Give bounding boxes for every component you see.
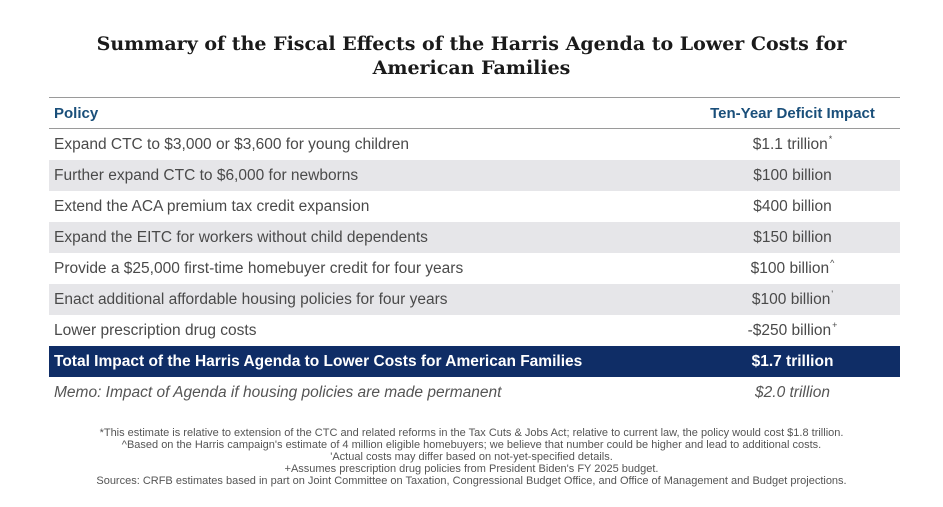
table-row — [49, 191, 900, 222]
sources-note: Sources: CRFB estimates based in part on Joint Committee on Taxation, Congressional Budget Office, and Office of Management and Budget projections. — [96, 475, 847, 487]
table-row — [49, 222, 900, 253]
policy-cell: Provide a $25,000 first-time homebuyer credit for four years — [54, 259, 464, 277]
impact-cell — [685, 229, 900, 247]
table-row — [49, 253, 900, 284]
footnote: +Assumes prescription drug policies from President Biden's FY 2025 budget. — [284, 463, 659, 475]
policy-cell: Lower prescription drug costs — [54, 321, 257, 339]
impact-cell — [685, 133, 900, 154]
impact-value: $100 billion — [753, 166, 832, 184]
footnote: ^Based on the Harris campaign's estimate of 4 million eligible homebuyers; we believe that number could be higher and lead to additional costs. — [121, 439, 822, 451]
impact-value: $100 billion — [751, 290, 831, 308]
footnotes — [0, 427, 943, 487]
table-row — [49, 284, 900, 315]
total-label: Total Impact of the Harris Agenda to Lower Costs for American Families — [54, 352, 583, 370]
title-line-2: American Families — [372, 57, 571, 79]
footnote-mark: ^ — [830, 257, 835, 268]
impact-cell — [685, 319, 900, 340]
impact-value: $1.1 trillion — [752, 135, 828, 153]
column-header-impact: Ten-Year Deficit Impact — [710, 104, 875, 122]
policy-cell: Expand the EITC for workers without child dependents — [54, 228, 428, 246]
table-row — [49, 160, 900, 191]
impact-value: $400 billion — [753, 197, 832, 215]
impact-cell — [685, 167, 900, 185]
impact-value: $150 billion — [753, 228, 832, 246]
memo-row — [49, 377, 900, 408]
memo-value: $2.0 trillion — [755, 383, 830, 401]
memo-label: Memo: Impact of Agenda if housing policies are made permanent — [54, 383, 502, 401]
policy-cell: Further expand CTC to $6,000 for newborns — [54, 166, 359, 184]
total-row — [49, 346, 900, 377]
footnote: *This estimate is relative to extension of the CTC and related reforms in the Tax Cuts & Jobs Act; relative to current law, the policy would cost $1.8 trillion. — [99, 427, 844, 439]
table-row — [49, 315, 900, 346]
table-header-row — [49, 97, 900, 129]
impact-value: $100 billion — [750, 259, 830, 277]
impact-cell — [685, 257, 900, 278]
footnote-mark: + — [832, 319, 838, 330]
impact-value: -$250 billion — [747, 321, 832, 339]
column-header-policy: Policy — [54, 104, 99, 122]
fiscal-effects-table — [49, 97, 900, 408]
impact-cell — [685, 288, 900, 309]
table-title — [0, 32, 943, 80]
total-value: $1.7 trillion — [751, 352, 834, 370]
impact-cell — [685, 198, 900, 216]
policy-cell: Extend the ACA premium tax credit expansion — [54, 197, 370, 215]
footnote-mark: ' — [831, 288, 834, 299]
policy-cell: Expand CTC to $3,000 or $3,600 for young children — [54, 135, 410, 153]
footnote: 'Actual costs may differ based on not-yet-specified details. — [330, 451, 613, 463]
table-row — [49, 129, 900, 160]
title-line-1: Summary of the Fiscal Effects of the Harris Agenda to Lower Costs for — [96, 33, 847, 55]
footnote-mark: * — [828, 133, 833, 144]
policy-cell: Enact additional affordable housing policies for four years — [54, 290, 448, 308]
